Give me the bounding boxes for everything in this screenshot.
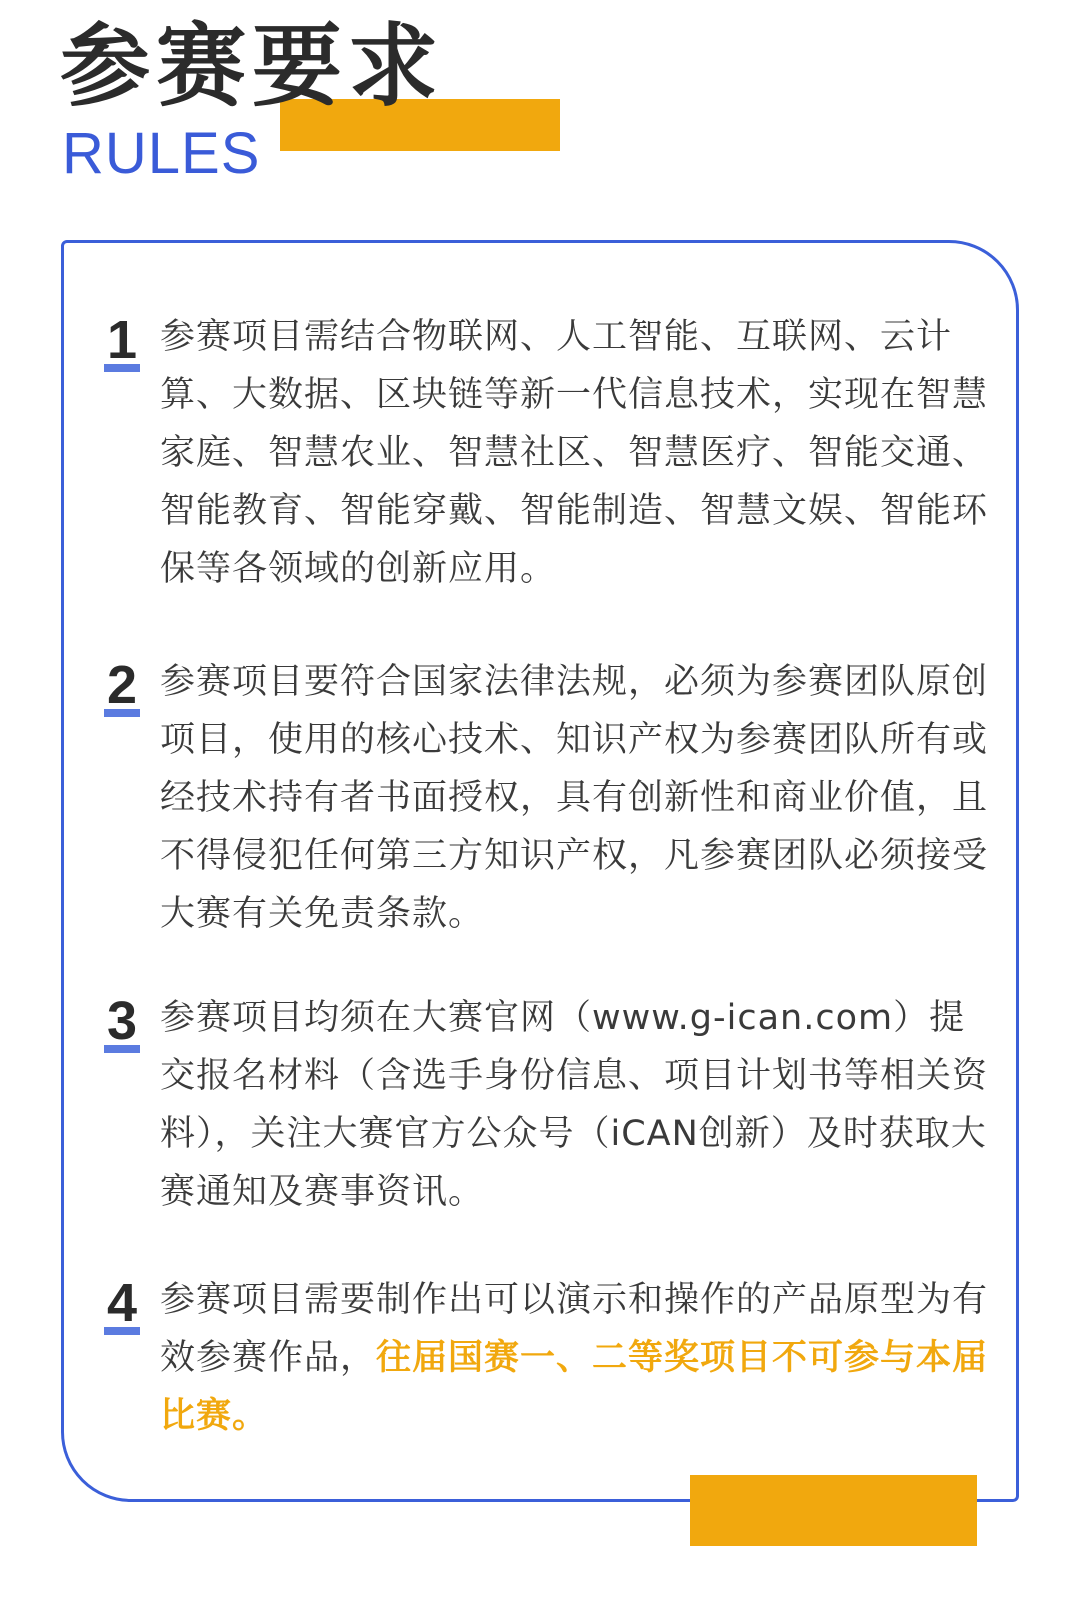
rule-number bbox=[104, 312, 140, 372]
rule-number-text: 1 bbox=[106, 310, 138, 370]
rule-number bbox=[104, 993, 140, 1053]
rule-number bbox=[104, 1275, 140, 1335]
rule-text-highlight: 往届国赛一、二等奖项目不可参与本届比赛。 bbox=[160, 1338, 989, 1436]
rule-text: 参赛项目要符合国家法律法规，必须为参赛团队原创项目，使用的核心技术、知识产权为参赛团队所有或经技术持有者书面授权，具有创新性和商业价值，且不得侵犯任何第三方知识产权，凡参赛团队必须接受大赛有关免责条款。 bbox=[160, 662, 989, 934]
rule-text bbox=[160, 1271, 990, 1445]
rule-text-plain: 参赛项目需要制作出可以演示和操作的产品原型为有效参赛作品， bbox=[160, 1280, 989, 1378]
card-accent-bar bbox=[690, 1475, 977, 1546]
rule-number-text: 2 bbox=[106, 655, 138, 715]
rule-number-text: 3 bbox=[106, 991, 138, 1051]
rule-text: 参赛项目均须在大赛官网（www.g-ican.com）提交报名材料（含选手身份信息、项目计划书等相关资料），关注大赛官方公众号（iCAN创新）及时获取大赛通知及赛事资讯。 bbox=[160, 998, 989, 1212]
rule-number-text: 4 bbox=[106, 1273, 138, 1333]
rule-text: 参赛项目需结合物联网、人工智能、互联网、云计算、大数据、区块链等新一代信息技术，实现在智慧家庭、智慧农业、智慧社区、智慧医疗、智能交通、智能教育、智能穿戴、智能制造、智慧文娱、智能环保等各领域的创新应用。 bbox=[160, 317, 989, 589]
page-subtitle: RULES bbox=[62, 121, 261, 186]
page-title: 参赛要求 bbox=[60, 14, 444, 119]
rule-number bbox=[104, 657, 140, 717]
